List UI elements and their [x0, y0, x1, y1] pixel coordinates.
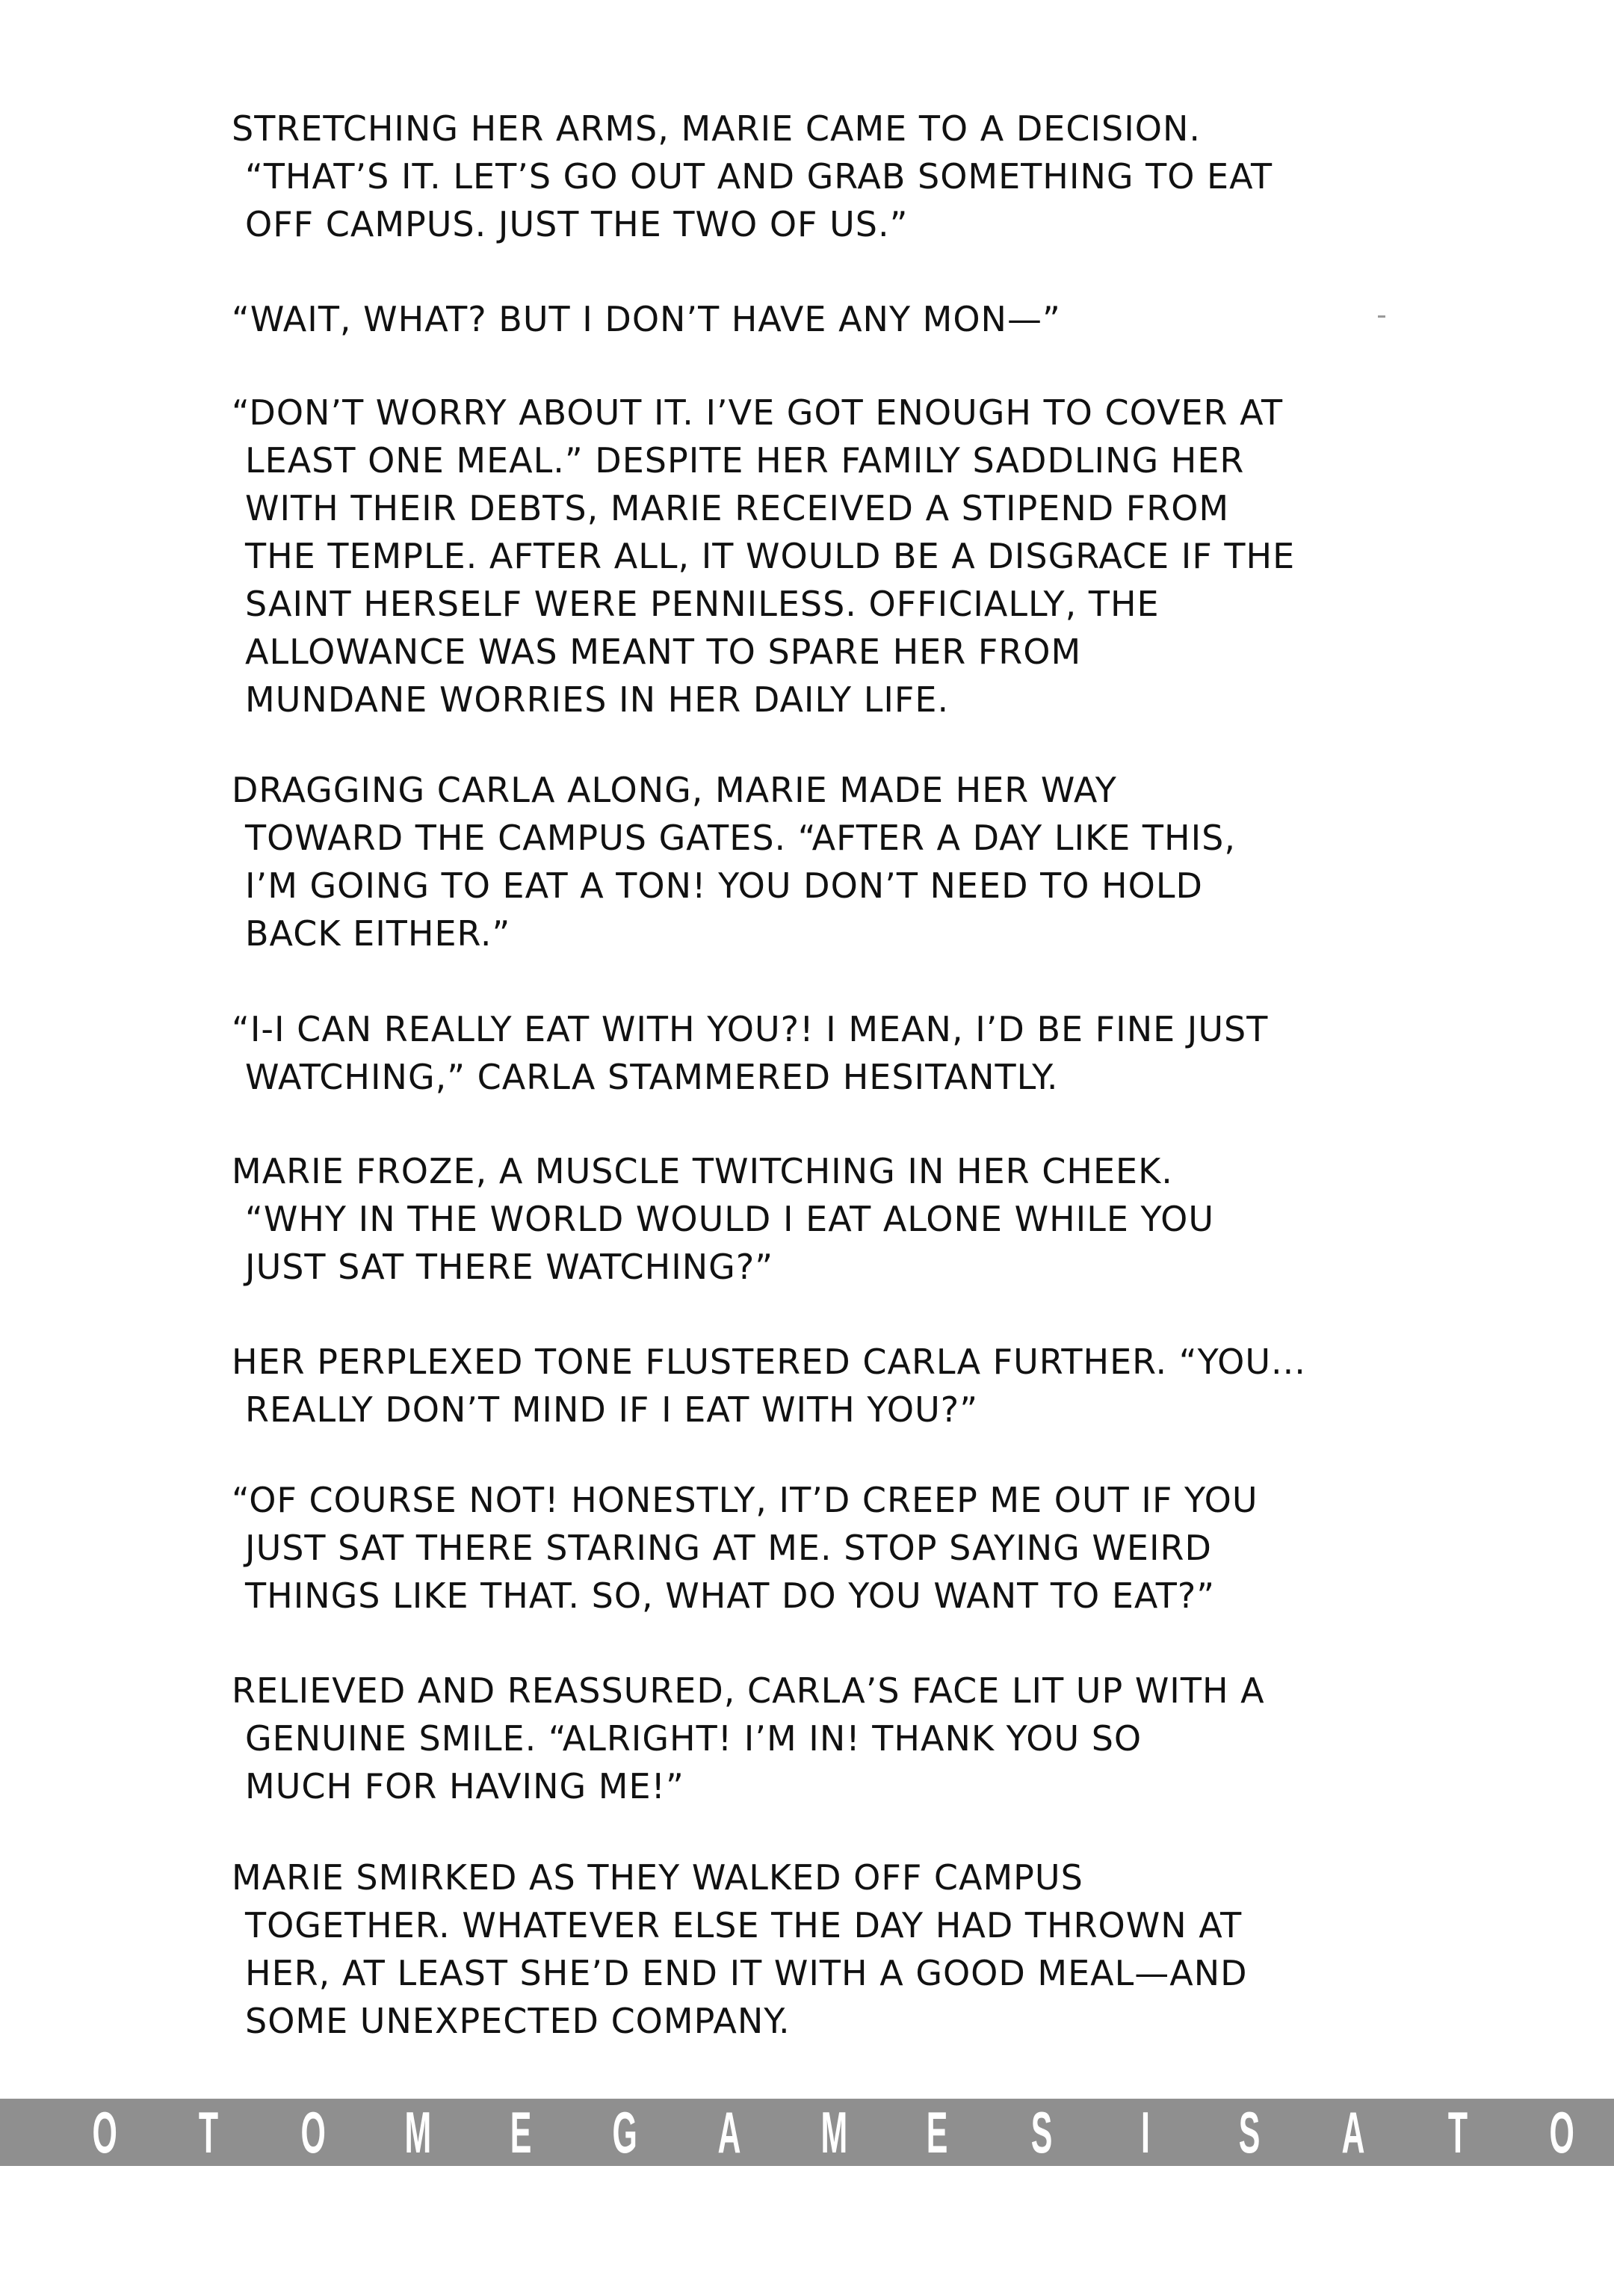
text-line: STRETCHING HER ARMS, MARIE CAME TO A DECISION.: [232, 108, 1202, 149]
paragraph-2: [232, 295, 1472, 343]
text-line: THE TEMPLE. AFTER ALL, IT WOULD BE A DISGRACE IF THE: [245, 536, 1296, 576]
text-line: LEAST ONE MEAL.” DESPITE HER FAMILY SADDLING HER: [245, 440, 1245, 481]
text-line: OFF CAMPUS. JUST THE TWO OF US.”: [245, 204, 909, 244]
footer-letter: T: [1447, 2099, 1468, 2165]
text-line: “WHY IN THE WORLD WOULD I EAT ALONE WHILE YOU: [245, 1199, 1214, 1239]
text-line: MUCH FOR HAVING ME!”: [245, 1766, 684, 1806]
paragraph-9: [232, 1667, 1472, 1810]
paragraph-6: [232, 1147, 1472, 1291]
text-line: RELIEVED AND REASSURED, CARLA’S FACE LIT UP WITH A: [232, 1670, 1265, 1711]
text-line: SOME UNEXPECTED COMPANY.: [245, 2001, 791, 2041]
text-line: “THAT’S IT. LET’S GO OUT AND GRAB SOMETHING TO EAT: [245, 156, 1273, 197]
text-line: BACK EITHER.”: [245, 913, 511, 954]
footer-letter: O: [1549, 2099, 1574, 2165]
paragraph-3: [232, 389, 1472, 723]
footer-letter: S: [1030, 2099, 1052, 2165]
scan-speck: [1378, 315, 1385, 318]
text-line: JUST SAT THERE STARING AT ME. STOP SAYING WEIRD: [245, 1528, 1212, 1568]
text-line: GENUINE SMILE. “ALRIGHT! I’M IN! THANK YOU SO: [245, 1718, 1143, 1759]
text-line: I’M GOING TO EAT A TON! YOU DON’T NEED TO HOLD: [245, 865, 1203, 906]
text-line: THINGS LIKE THAT. SO, WHAT DO YOU WANT TO EAT?”: [245, 1576, 1216, 1616]
paragraph-7: [232, 1338, 1472, 1434]
text-line: SAINT HERSELF WERE PENNILESS. OFFICIALLY, THE: [245, 584, 1160, 624]
text-line: “WAIT, WHAT? BUT I DON’T HAVE ANY MON—”: [232, 299, 1061, 339]
paragraph-5: [232, 1005, 1472, 1101]
paragraph-8: [232, 1476, 1472, 1620]
text-line: WITH THEIR DEBTS, MARIE RECEIVED A STIPEND FROM: [245, 488, 1230, 528]
text-line: REALLY DON’T MIND IF I EAT WITH YOU?”: [245, 1389, 979, 1430]
footer-letter: I: [1140, 2099, 1150, 2165]
paragraph-1: [232, 105, 1472, 248]
footer-title-band: [0, 2099, 1614, 2166]
text-line: MUNDANE WORRIES IN HER DAILY LIFE.: [245, 679, 950, 720]
footer-letter: T: [199, 2099, 219, 2165]
text-line: “OF COURSE NOT! HONESTLY, IT’D CREEP ME OUT IF YOU: [232, 1480, 1258, 1520]
text-line: TOWARD THE CAMPUS GATES. “AFTER A DAY LIKE THIS,: [245, 818, 1236, 858]
footer-letter: O: [300, 2099, 326, 2165]
text-line: HER PERPLEXED TONE FLUSTERED CARLA FURTHER. “YOU...: [232, 1342, 1306, 1382]
footer-letter: E: [510, 2099, 532, 2165]
footer-letter: O: [92, 2099, 117, 2165]
text-line: ALLOWANCE WAS MEANT TO SPARE HER FROM: [245, 632, 1082, 672]
text-line: JUST SAT THERE WATCHING?”: [245, 1247, 774, 1287]
text-line: DRAGGING CARLA ALONG, MARIE MADE HER WAY: [232, 770, 1117, 810]
paragraph-4: [232, 766, 1472, 957]
text-line: “DON’T WORRY ABOUT IT. I’VE GOT ENOUGH TO COVER AT: [232, 392, 1284, 433]
footer-letter: M: [820, 2099, 848, 2165]
footer-letter: M: [404, 2099, 432, 2165]
footer-letter: G: [612, 2099, 638, 2165]
text-line: HER, AT LEAST SHE’D END IT WITH A GOOD MEAL—AND: [245, 1953, 1248, 1993]
footer-letter: A: [1341, 2099, 1365, 2165]
text-line: WATCHING,” CARLA STAMMERED HESITANTLY.: [245, 1057, 1059, 1097]
text-line: MARIE SMIRKED AS THEY WALKED OFF CAMPUS: [232, 1857, 1083, 1898]
text-line: MARIE FROZE, A MUSCLE TWITCHING IN HER CHEEK.: [232, 1151, 1173, 1191]
text-line: TOGETHER. WHATEVER ELSE THE DAY HAD THROWN AT: [245, 1905, 1243, 1945]
text-line: “I-I CAN REALLY EAT WITH YOU?! I MEAN, I’D BE FINE JUST: [232, 1009, 1269, 1049]
paragraph-10: [232, 1854, 1472, 2045]
footer-letter: S: [1238, 2099, 1261, 2165]
footer-letter: A: [717, 2099, 741, 2165]
footer-letter: E: [926, 2099, 948, 2165]
